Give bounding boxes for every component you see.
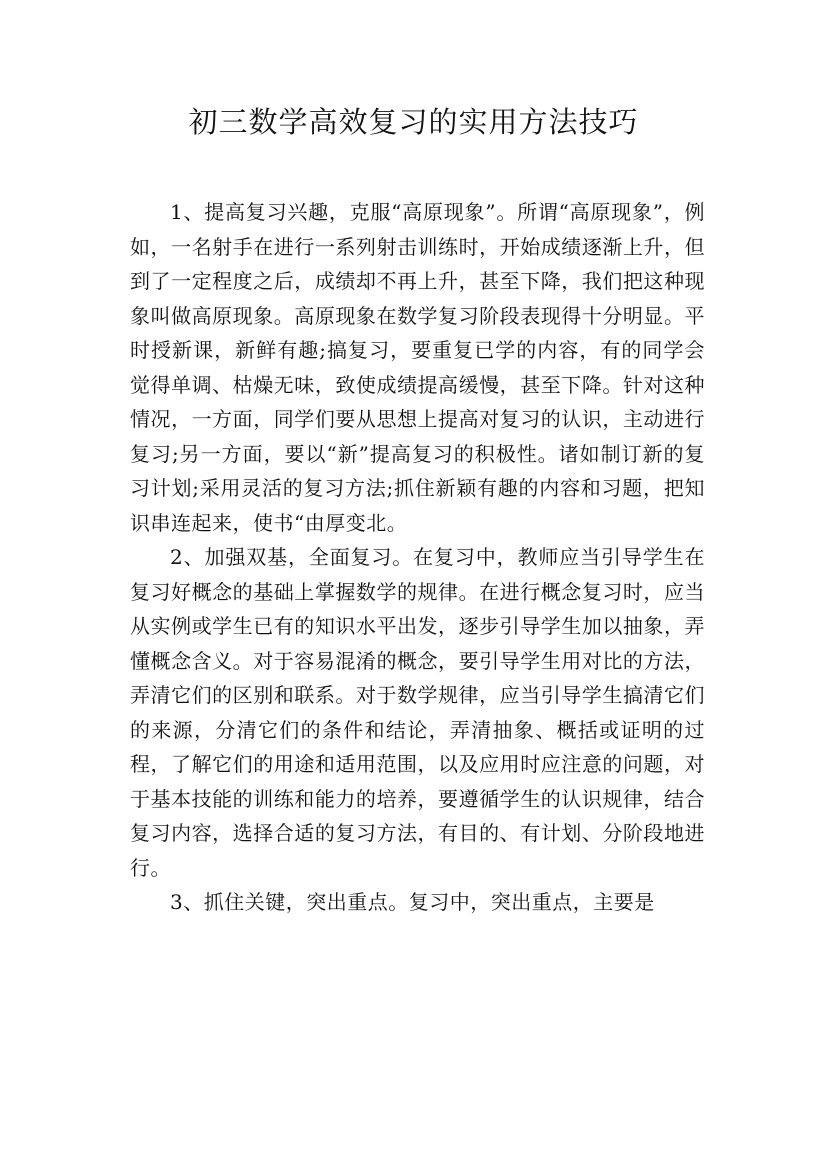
document-body <box>130 195 705 920</box>
paragraph-3: 3、抓住关键，突出重点。复习中，突出重点，主要是 <box>170 890 655 914</box>
paragraph-1: 1、提高复习兴趣，克服“高原现象”。所谓“高原现象”，例如，一名射手在进行一系列射击训练时，开始成绩逐渐上升，但到了一定程度之后，成绩却不再上升，甚至下降，我们把这种现象叫做高原现象。高原现象在数学复习阶段表现得十分明显。平时授新课，新鲜有趣;搞复习，要重复已学的内容，有的同学会觉得单调、枯燥无味，致使成绩提高缓慢，甚至下降。针对这种情况，一方面，同学们要从思想上提高对复习的认识，主动进行复习;另一方面，要以“新”提高复习的积极性。诸如制订新的复习计划;采用灵活的复习方法;抓住新颖有趣的内容和习题，把知识串连起来，使书“由厚变北。 <box>130 200 705 535</box>
document-title: 初三数学高效复习的实用方法技巧 <box>188 105 639 139</box>
paragraph-2: 2、加强双基，全面复习。在复习中，教师应当引导学生在复习好概念的基础上掌握数学的规律。在进行概念复习时，应当从实例或学生已有的知识水平出发，逐步引导学生加以抽象，弄懂概念含义。对于容易混淆的概念，要引导学生用对比的方法，弄清它们的区别和联系。对于数学规律，应当引导学生搞清它们的来源，分清它们的条件和结论，弄清抽象、概括或证明的过程，了解它们的用途和适用范围，以及应用时应注意的问题，对于基本技能的训练和能力的培养，要遵循学生的认识规律，结合复习内容，选择合适的复习方法，有目的、有计划、分阶段地进行。 <box>130 545 705 880</box>
